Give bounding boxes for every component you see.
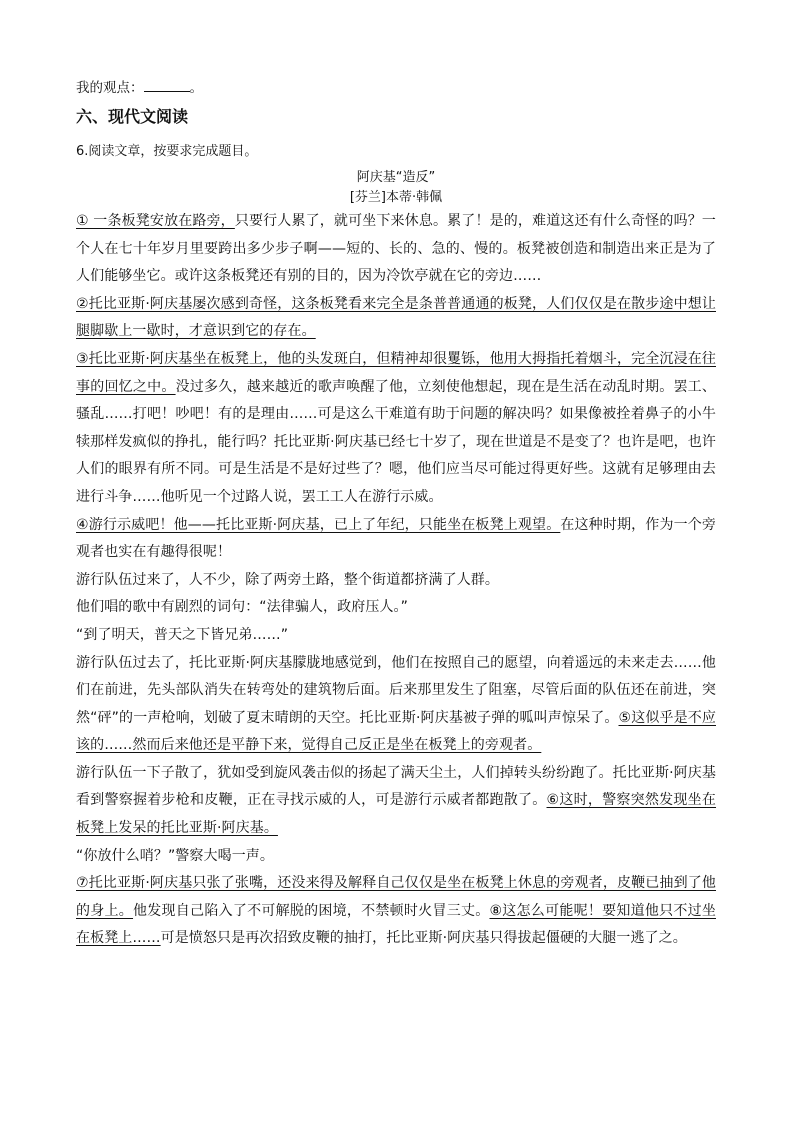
paragraph-5	[76, 567, 716, 595]
paragraph-6	[76, 594, 716, 622]
paragraph-11	[76, 870, 716, 953]
paragraph-4	[76, 512, 716, 567]
opinion-end: 。	[189, 80, 203, 96]
paragraph-text: 在这种时期，作为一个旁观者也实在有趣得很呢！	[76, 516, 717, 561]
paragraph-10	[76, 843, 716, 871]
paragraph-text: 他发现自己陷入了不可解脱的困境，不禁顿时火冒三丈。	[133, 902, 490, 919]
paragraph-9	[76, 760, 716, 843]
paragraph-text: 只要行人累了，就可坐下来休息。累了！是的，难道这还有什么奇怪的吗？一个人在七十年岁月里要跨出多少步子啊——短的、长的、急的、慢的。板凳被创造和制造出来正是为了人们能够坐它。或许这条板凳还有别的目的，因为冷饮亭就在它的旁边……	[76, 213, 716, 285]
underlined-text: ⑤这似乎是不应该的……然而后来他还是平静下来，觉得自己反正是坐在板凳上的旁观者。	[76, 709, 716, 754]
paragraph-text: 可是愤怒只是再次招致皮鞭的抽打，托比亚斯·阿庆基只得拔起僵硬的大腿一逃了之。	[160, 930, 687, 947]
paragraph-8	[76, 650, 716, 760]
underlined-text: ③托比亚斯·阿庆基坐在板凳上，他的头发斑白，但精神却很矍铄，他用大拇指托着烟斗，完全沉浸在往事的回忆之中。	[76, 350, 716, 395]
underlined-text: ⑦托比亚斯·阿庆基只张了张嘴，还没来得及解释自己仅仅是坐在板凳上休息的旁观者，皮鞭已抽到了他的身上。	[76, 875, 716, 919]
paragraph-1	[76, 208, 716, 291]
underlined-text: ②托比亚斯·阿庆基屡次感到奇怪，这条板凳看来完全是条普普通通的板凳，人们仅仅是在散步途中想让腿脚歇上一歇时，才意识到它的存在。	[76, 295, 716, 340]
paragraph-text: 游行队伍过去了，托比亚斯·阿庆基朦胧地感觉到，他们在按照自己的愿望，向着遥远的未来走去……他们在前进，先头部队消失在转弯处的建筑物后面。后来那里发生了阻塞，尽管后面的队伍还在前进，突然“砰”的一声枪响，划破了夏末晴朗的天空。托比亚斯·阿庆基被子弹的呱叫声惊呆了。	[76, 654, 716, 726]
paragraph-2	[76, 291, 716, 346]
underlined-text: ⑧这怎么可能呢！要知道他只不过坐在板凳上……	[76, 902, 716, 947]
paragraph-7	[76, 622, 716, 650]
article-body	[76, 208, 716, 953]
paragraph-text: 游行队伍一下子散了，犹如受到旋风袭击似的扬起了满天尘土，人们掉转头纷纷跑了。托比亚斯·阿庆基看到警察握着步枪和皮鞭，正在寻找示威的人，可是游行示威者都跑散了。	[76, 764, 716, 809]
answer-blank[interactable]	[144, 79, 190, 92]
opinion-line	[76, 78, 716, 98]
question-intro: 6.阅读文章，按要求完成题目。	[76, 144, 258, 159]
article-author: [芬兰]本蒂·韩佩	[349, 190, 443, 205]
paragraph-text: 他们唱的歌中有剧烈的词句：“法律骗人，政府压人。”	[76, 599, 409, 616]
paragraph-3	[76, 346, 716, 512]
opinion-label: 我的观点：	[76, 80, 144, 96]
underlined-text: ① 一条板凳安放在路旁，	[76, 213, 235, 229]
document-content	[76, 78, 716, 953]
underlined-text: ④游行示威吧！他——托比亚斯·阿庆基，已上了年纪，只能坐在板凳上观望。	[76, 516, 561, 533]
paragraph-text: 游行队伍过来了，人不少，除了两旁土路，整个街道都挤满了人群。	[76, 571, 499, 588]
section-title: 六、现代文阅读	[76, 107, 189, 126]
article-title: 阿庆基“造反”	[356, 170, 436, 185]
paragraph-text: 没过多久，越来越近的歌声唤醒了他，立刻使他想起，现在是生活在动乱时期。罢工、骚乱……打吧！吵吧！有的是理由……可是这么干难道有助于问题的解决吗？如果像被拴着鼻子的小牛犊那样发疯似的挣扎，能行吗？托比亚斯·阿庆基已经七十岁了，现在世道是不是变了？也许是吧，也许人们的眼界有所不同。可是生活是不是好过些了？嗯，他们应当尽可能过得更好些。这就有足够理由去进行斗争……他听见一个过路人说，罢工工人在游行示威。	[76, 378, 716, 505]
paragraph-text: “你放什么哨？”警察大喝一声。	[76, 847, 275, 864]
underlined-text: ⑥这时，警察突然发现坐在板凳上发呆的托比亚斯·阿庆基。	[76, 792, 717, 837]
paragraph-text: “到了明天，普天之下皆兄弟……”	[76, 626, 289, 643]
